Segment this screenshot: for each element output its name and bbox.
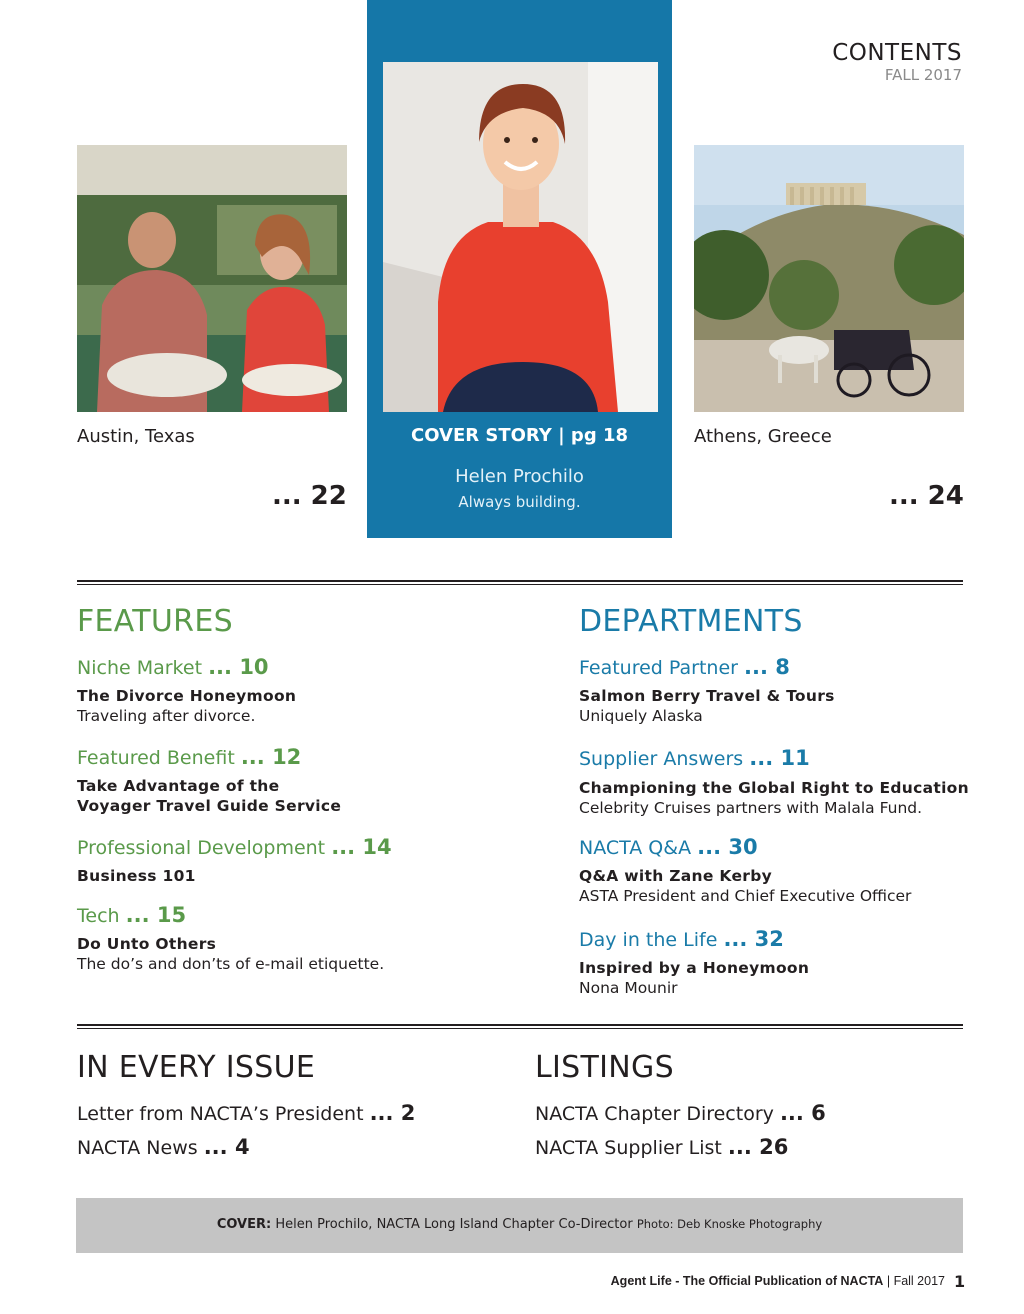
every-issue-heading: IN EVERY ISSUE — [77, 1050, 316, 1085]
athens-page: ... 24 — [889, 481, 964, 511]
departments-heading: DEPARTMENTS — [579, 604, 803, 639]
department-page: ... 8 — [744, 655, 790, 679]
section-divider — [77, 1024, 963, 1029]
department-subtitle: Nona Mounir — [579, 979, 678, 997]
contents-title: CONTENTS — [832, 40, 962, 66]
department-item-supplier-answers[interactable] — [579, 746, 810, 770]
department-label: NACTA Q&A — [579, 837, 692, 859]
department-label: Featured Partner — [579, 657, 738, 679]
feature-label: Tech — [77, 905, 120, 927]
department-item-featured-partner[interactable] — [579, 655, 790, 679]
department-page: ... 11 — [749, 746, 810, 770]
issue-item-president-letter[interactable] — [77, 1101, 415, 1125]
issue-page: ... 4 — [203, 1135, 250, 1159]
listing-label: NACTA Chapter Directory — [535, 1103, 774, 1125]
feature-subtitle: The do’s and don’ts of e-mail etiquette. — [77, 955, 385, 973]
feature-page: ... 10 — [208, 655, 269, 679]
austin-photo — [77, 145, 347, 412]
cover-credit-text: Helen Prochilo, NACTA Long Island Chapter Co-Director — [275, 1217, 633, 1232]
austin-page: ... 22 — [272, 481, 347, 511]
cover-story-tagline: Always building. — [458, 493, 581, 511]
cover-story-name: Helen Prochilo — [455, 466, 584, 487]
athens-caption: Athens, Greece — [694, 426, 832, 447]
issue-item-nacta-news[interactable] — [77, 1135, 250, 1159]
cover-photo-credit: Photo: Deb Knoske Photography — [636, 1217, 823, 1231]
issue-label: NACTA News — [77, 1137, 198, 1159]
feature-page: ... 12 — [240, 745, 302, 769]
feature-label: Niche Market — [77, 657, 203, 679]
publication-name: Agent Life - The Official Publication of NACTA — [610, 1274, 884, 1288]
department-page: ... 32 — [723, 927, 784, 951]
issue-season: FALL 2017 — [884, 66, 962, 84]
feature-title: Business 101 — [77, 867, 196, 885]
feature-item-niche-market[interactable] — [77, 655, 269, 679]
department-item-day-in-the-life[interactable] — [579, 927, 784, 951]
feature-item-professional-development[interactable] — [77, 835, 392, 859]
section-divider — [77, 580, 963, 585]
department-subtitle: ASTA President and Chief Executive Officer — [579, 887, 912, 905]
listing-page: ... 26 — [727, 1135, 789, 1159]
feature-label: Professional Development — [77, 837, 326, 859]
feature-item-featured-benefit[interactable] — [77, 745, 301, 769]
feature-title: Do Unto Others — [77, 935, 217, 953]
feature-page: ... 14 — [331, 835, 392, 859]
department-title: Inspired by a Honeymoon — [579, 959, 810, 977]
department-label: Supplier Answers — [579, 748, 744, 770]
feature-page: ... 15 — [125, 903, 187, 927]
department-label: Day in the Life — [579, 929, 718, 951]
listing-page: ... 6 — [779, 1101, 826, 1125]
department-title: Championing the Global Right to Education — [579, 779, 969, 797]
cover-credit — [76, 1217, 963, 1232]
cover-photo — [383, 62, 658, 412]
listing-label: NACTA Supplier List — [535, 1137, 722, 1159]
page-number: 1 — [954, 1272, 966, 1291]
footer-separator: | — [886, 1274, 894, 1288]
feature-title: The Divorce Honeymoon — [77, 687, 297, 705]
feature-subtitle: Traveling after divorce. — [77, 707, 256, 725]
cover-story-label: COVER STORY | pg 18 — [410, 425, 629, 446]
department-title: Salmon Berry Travel & Tours — [579, 687, 835, 705]
austin-caption: Austin, Texas — [77, 426, 195, 447]
page-footer — [0, 1274, 963, 1288]
department-page: ... 30 — [697, 835, 758, 859]
features-heading: FEATURES — [77, 604, 233, 639]
issue-page: ... 2 — [369, 1101, 416, 1125]
athens-photo — [694, 145, 964, 412]
issue-label: Letter from NACTA’s President — [77, 1103, 364, 1125]
cover-credit-lead: COVER: — [216, 1217, 272, 1232]
feature-title-line2: Voyager Travel Guide Service — [77, 797, 342, 815]
department-item-nacta-qa[interactable] — [579, 835, 758, 859]
feature-item-tech[interactable] — [77, 903, 186, 927]
listings-heading: LISTINGS — [535, 1050, 674, 1085]
listing-item-supplier-list[interactable] — [535, 1135, 788, 1159]
footer-issue: Fall 2017 — [893, 1274, 945, 1288]
listing-item-chapter-directory[interactable] — [535, 1101, 826, 1125]
department-subtitle: Uniquely Alaska — [579, 707, 703, 725]
feature-title: Take Advantage of the — [77, 777, 280, 795]
department-title: Q&A with Zane Kerby — [579, 867, 772, 885]
feature-label: Featured Benefit — [77, 747, 235, 769]
department-subtitle: Celebrity Cruises partners with Malala Fund. — [579, 799, 923, 817]
